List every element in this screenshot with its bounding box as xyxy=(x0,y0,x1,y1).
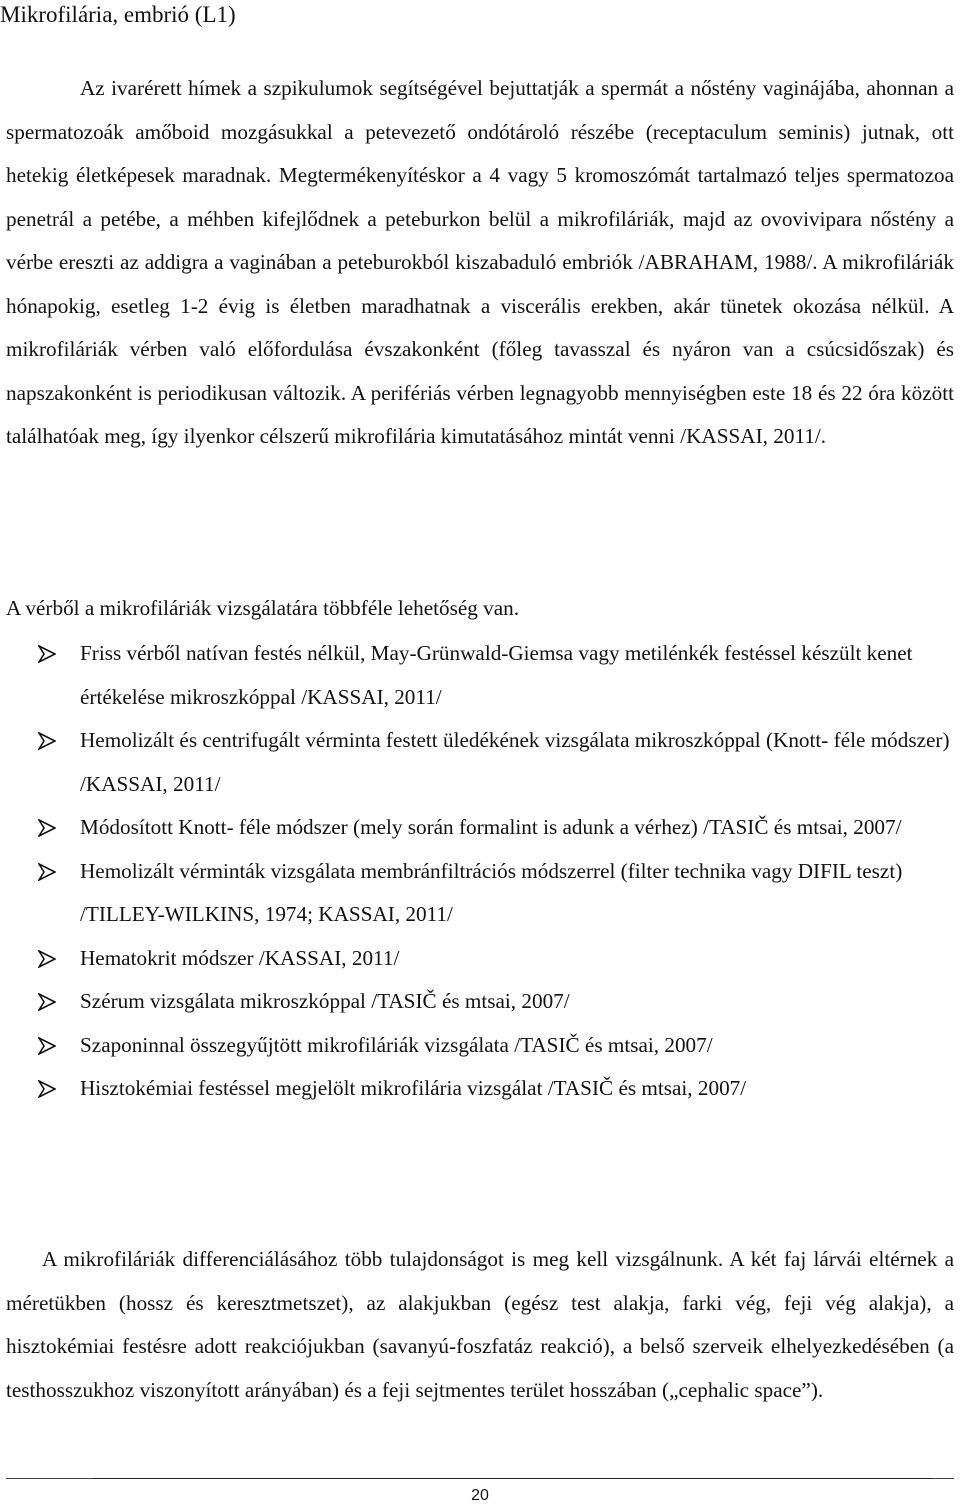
list-item xyxy=(0,632,950,719)
list-item-text: Módosított Knott- féle módszer (mely során formalint is adunk a vérhez) /TASIČ és mtsai, 2007/ xyxy=(80,815,902,839)
list-item-text: Szérum vizsgálata mikroszkóppal /TASIČ és mtsai, 2007/ xyxy=(80,989,570,1013)
arrowhead-bullet-icon xyxy=(38,1067,60,1111)
arrowhead-bullet-icon xyxy=(38,806,60,850)
arrowhead-bullet-icon xyxy=(38,1024,60,1068)
list-item xyxy=(0,980,950,1024)
arrowhead-bullet-icon xyxy=(38,980,60,1024)
list-item xyxy=(0,937,950,981)
list-item-text: Hemolizált vérminták vizsgálata membránfiltrációs módszerrel (filter technika vagy DIFIL teszt) /TILLEY-WILKINS, 1974; KASSAI, 2011/ xyxy=(80,858,903,926)
list-item xyxy=(0,719,950,806)
list-item xyxy=(0,1067,950,1111)
list-item-text: Szaponinnal összegyűjtött mikrofiláriák vizsgálata /TASIČ és mtsai, 2007/ xyxy=(80,1032,713,1057)
arrowhead-bullet-icon xyxy=(38,850,60,894)
list-item-text: Hisztokémiai festéssel megjelölt mikrofilária vizsgálat /TASIČ és mtsai, 2007/ xyxy=(80,1076,747,1100)
paragraph-differentiation: A mikrofiláriák differenciálásához több tulajdonságot is meg kell vizsgálnunk. A két faj lárvái eltérnek a méretükben (hossz és keresztmetszet), az alakjukban (egész test alakja, farki vég, feji vég alakja), a hisztokémiai festésre adott reakciójukban (savanyú-foszfatáz reakció), a belső szerveik elhelyezkedésében (a testhosszukhoz viszonyított arányában) és a feji sejtmentes terület hosszában („cephalic space”). xyxy=(6,1247,954,1402)
paragraph-methods-intro: A vérből a mikrofiláriák vizsgálatára többféle lehetőség van. xyxy=(6,596,520,620)
list-item-text: Hemolizált és centrifugált vérminta festett üledékének vizsgálata mikroszkóppal (Knott- féle módszer) /KASSAI, 2011/ xyxy=(80,728,950,796)
page-number: 20 xyxy=(471,1487,489,1504)
arrowhead-bullet-icon xyxy=(38,719,60,763)
paragraph-life-cycle: Az ivarérett hímek a szpikulumok segítségével bejuttatják a spermát a nőstény vaginájába, ahonnan a spermatozoák amőboid mozgásukkal a petevezető ondótároló részébe (receptaculum seminis) jutnak, ott hetekig életképesek maradnak. Megtermékenyítéskor a 4 vagy 5 kromoszómát tartalmazó teljes spermatozoa penetrál a petébe, a méhben kifejlődnek a peteburkon belül a mikrofiláriák, majd az ovovivipara nőstény a vérbe ereszti az addigra a vaginában a peteburokból kiszabaduló embriók /ABRAHAM, 1988/. A mikrofiláriák hónapokig, esetleg 1-2 évig is életben maradhatnak a viscerális erekben, akár tünetek okozása nélkül. A mikrofiláriák vérben való előfordulása évszakonként (főleg tavasszal és nyáron van a csúcsidőszak) és napszakonként is periodikusan változik. A perifériás vérben legnagyobb mennyiségben este 18 és 22 óra között találhatóak meg, így ilyenkor célszerű mikrofilária kimutatásához mintát venni /KASSAI, 2011/. xyxy=(6,76,954,448)
section-heading: Mikrofilária, embrió (L1) xyxy=(0,2,236,27)
methods-list xyxy=(0,632,950,1111)
arrowhead-bullet-icon xyxy=(38,632,60,676)
list-item-text: Hematokrit módszer /KASSAI, 2011/ xyxy=(80,945,400,970)
list-item xyxy=(0,1024,950,1068)
list-item xyxy=(0,850,950,937)
footer-rule-accent xyxy=(93,1478,933,1479)
arrowhead-bullet-icon xyxy=(38,937,60,981)
list-item-text: Friss vérből natívan festés nélkül, May-Grünwald-Giemsa vagy metilénkék festéssel készült kenet értékelése mikroszkóppal /KASSAI, 2011/ xyxy=(80,641,913,709)
list-item xyxy=(0,806,950,850)
